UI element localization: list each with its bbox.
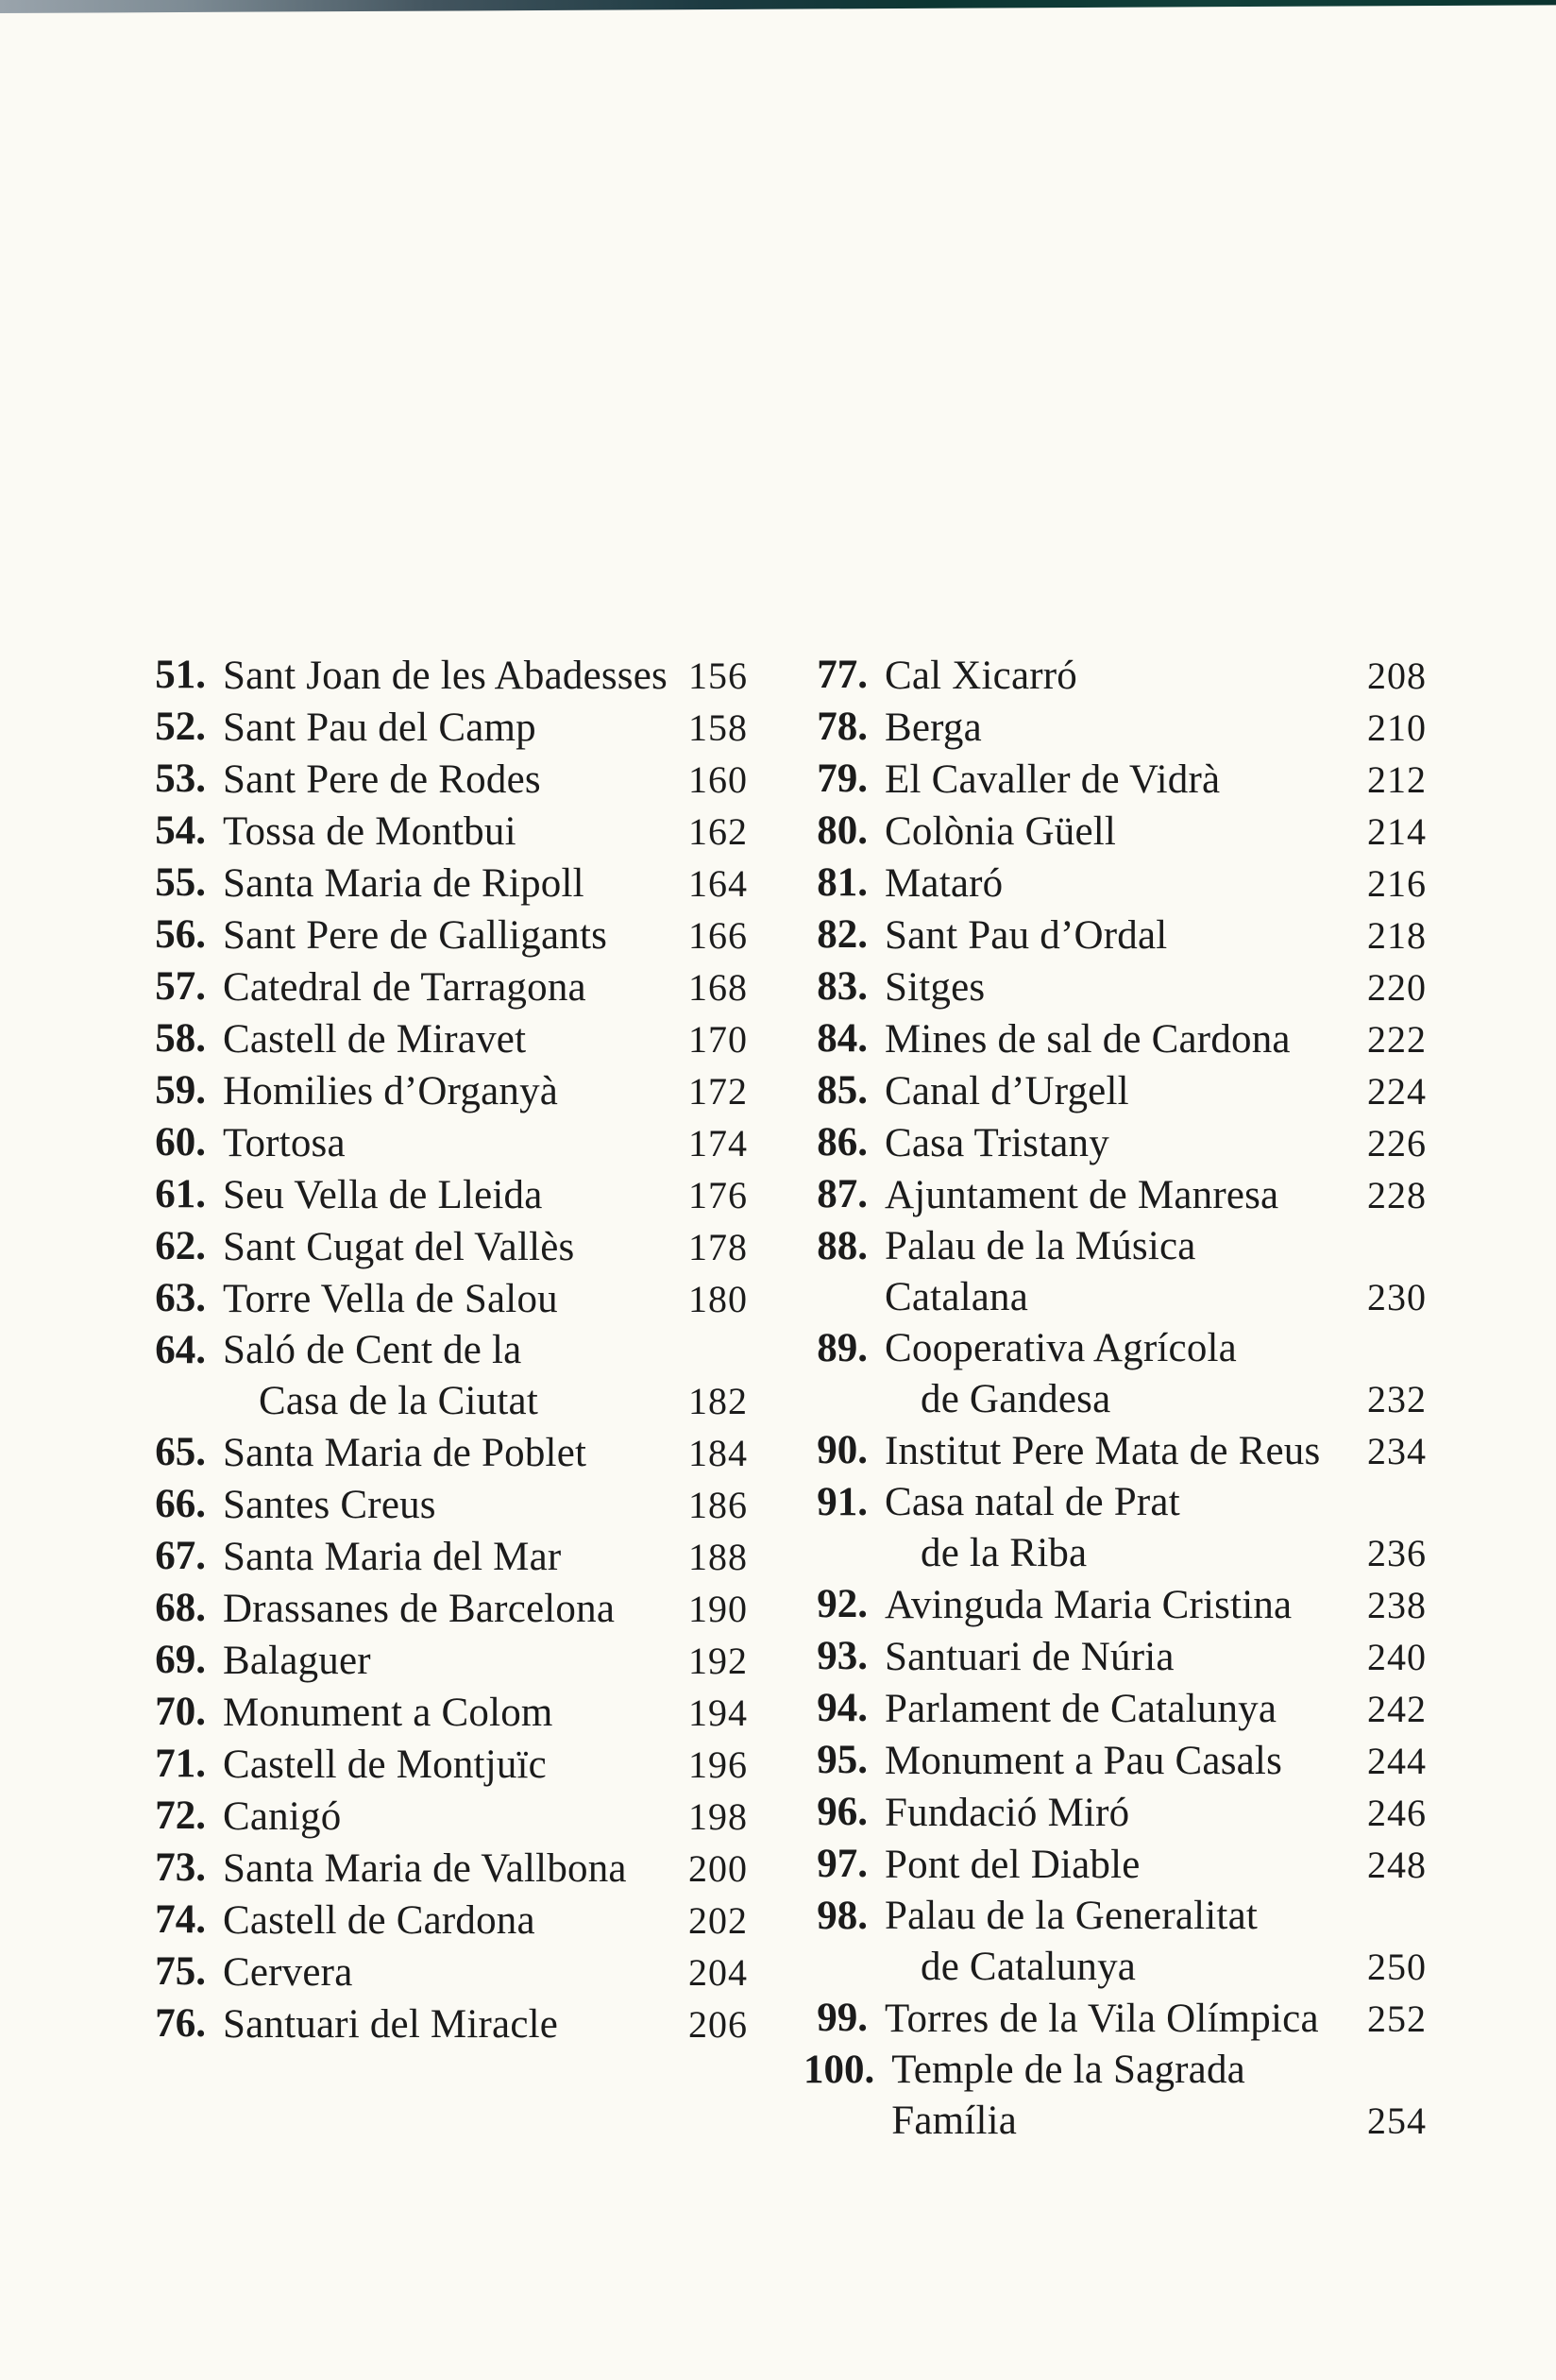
toc-entry [803, 702, 1427, 754]
entry-title-line: Santa Maria de Vallbona [223, 1846, 627, 1891]
entry-title [868, 858, 1347, 910]
entry-page-number: 190 [688, 1588, 748, 1630]
entry-title-line: Berga [885, 706, 982, 750]
entry-title-line: Santa Maria del Mar [223, 1535, 562, 1579]
entry-number: 55. [155, 860, 206, 905]
entry-title [868, 1426, 1347, 1477]
entry-number: 85. [817, 1068, 868, 1113]
entry-page-number: 166 [688, 914, 748, 957]
entry-number: 79. [817, 756, 868, 801]
toc-entry [803, 1839, 1427, 1891]
toc-entry [142, 1843, 748, 1895]
entry-number: 96. [817, 1790, 868, 1834]
entry-title-line: Balaguer [223, 1639, 371, 1683]
toc-entry [142, 650, 748, 702]
entry-title-line: Sant Pau del Camp [223, 706, 536, 750]
entry-number: 63. [155, 1276, 206, 1320]
entry-page-number: 228 [1367, 1174, 1427, 1216]
entry-number: 68. [155, 1586, 206, 1630]
entry-title-line: Castell de Miravet [223, 1017, 527, 1062]
toc-entry [142, 858, 748, 910]
toc-entry [803, 1013, 1427, 1065]
entry-title [868, 1684, 1347, 1735]
entry-title [206, 807, 668, 858]
entry-number: 53. [155, 756, 206, 801]
entry-title-line: Parlament de Catalunya [885, 1687, 1277, 1731]
entry-page-number: 192 [688, 1640, 748, 1682]
entry-number: 51. [155, 653, 206, 697]
toc-entry [803, 1065, 1427, 1117]
entry-number: 58. [155, 1016, 206, 1061]
entry-page-number: 156 [688, 654, 748, 697]
entry-page-number: 248 [1367, 1844, 1427, 1886]
entry-title-line: Cooperativa Agrícola [885, 1326, 1237, 1370]
entry-title [206, 1222, 668, 1273]
entry-number: 83. [817, 964, 868, 1009]
entry-page-number: 208 [1367, 654, 1427, 697]
entry-title-line: Drassanes de Barcelona [223, 1587, 616, 1631]
entry-title-line: Sant Joan de les Abadesses [223, 654, 668, 698]
entry-title [206, 1325, 668, 1427]
entry-page-number: 200 [688, 1847, 748, 1890]
entry-title [868, 1632, 1347, 1683]
entry-title [206, 651, 668, 702]
entry-number: 87. [817, 1172, 868, 1216]
entry-title [874, 2045, 1347, 2147]
entry-page-number: 174 [688, 1122, 748, 1164]
entry-page-number: 224 [1367, 1070, 1427, 1113]
entry-title-line: de la Riba [921, 1531, 1088, 1575]
toc-entry [142, 1739, 748, 1791]
entry-page-number: 164 [688, 862, 748, 905]
toc-entry [142, 961, 748, 1013]
entry-title-line: Castell de Montjuïc [223, 1742, 547, 1787]
entry-title [868, 1014, 1347, 1065]
entry-title-line: Santa Maria de Poblet [223, 1431, 587, 1475]
entry-title [206, 1947, 668, 1998]
toc-entry [142, 754, 748, 806]
entry-title [868, 755, 1347, 806]
entry-title-line: Avinguda Maria Cristina [885, 1583, 1293, 1627]
entry-title-line: Pont del Diable [885, 1843, 1141, 1887]
entry-title [868, 1170, 1347, 1221]
entry-page-number: 172 [688, 1070, 748, 1113]
entry-title [868, 1477, 1347, 1579]
toc-entry [803, 754, 1427, 806]
entry-number: 75. [155, 1949, 206, 1994]
entry-title-line: Santa Maria de Ripoll [223, 861, 584, 906]
entry-page-number: 226 [1367, 1122, 1427, 1164]
entry-number: 74. [155, 1897, 206, 1942]
toc-entry [803, 806, 1427, 858]
toc-entry [803, 1683, 1427, 1735]
entry-page-number: 196 [688, 1743, 748, 1786]
entry-number: 67. [155, 1534, 206, 1578]
toc-entry [142, 1635, 748, 1687]
entry-title-line: de Gandesa [921, 1377, 1111, 1421]
entry-number: 65. [155, 1430, 206, 1474]
scan-top-edge-artifact [0, 0, 1556, 13]
entry-number: 70. [155, 1690, 206, 1734]
entry-page-number: 186 [688, 1484, 748, 1526]
toc-entry [803, 1221, 1427, 1323]
entry-page-number: 230 [1367, 1276, 1427, 1318]
entry-title [206, 1844, 668, 1895]
entry-page-number: 216 [1367, 862, 1427, 905]
entry-title-line: Sant Cugat del Vallès [223, 1225, 575, 1269]
entry-number: 56. [155, 912, 206, 957]
toc-entry [803, 1891, 1427, 1993]
entry-number: 90. [817, 1428, 868, 1472]
entry-number: 60. [155, 1120, 206, 1164]
toc-column-left [142, 650, 748, 2050]
entry-page-number: 176 [688, 1174, 748, 1216]
entry-page-number: 244 [1367, 1740, 1427, 1782]
entry-title [206, 1118, 668, 1169]
entry-title [868, 1118, 1347, 1169]
entry-title [868, 807, 1347, 858]
entry-page-number: 198 [688, 1795, 748, 1838]
toc-entry [803, 1169, 1427, 1221]
entry-page-number: 210 [1367, 706, 1427, 749]
toc-entry [142, 702, 748, 754]
toc-entry [803, 1631, 1427, 1683]
toc-entry [142, 806, 748, 858]
entry-title [868, 1840, 1347, 1891]
entry-number: 71. [155, 1742, 206, 1786]
entry-page-number: 212 [1367, 758, 1427, 801]
entry-number: 76. [155, 2001, 206, 2046]
entry-number: 82. [817, 912, 868, 957]
entry-title-line: Cal Xicarró [885, 654, 1077, 698]
toc-entry [142, 1946, 748, 1998]
toc-entry [142, 910, 748, 961]
entry-page-number: 162 [688, 810, 748, 853]
toc-entry [142, 1687, 748, 1739]
toc-entry [142, 1791, 748, 1843]
entry-number: 97. [817, 1842, 868, 1886]
entry-page-number: 236 [1367, 1532, 1427, 1574]
entry-title-line: Sant Pere de Galligants [223, 913, 608, 958]
entry-title-line: Catedral de Tarragona [223, 965, 586, 1010]
entry-number: 59. [155, 1068, 206, 1113]
entry-title-line: Cervera [223, 1950, 353, 1995]
entry-page-number: 178 [688, 1226, 748, 1268]
entry-title-line: Monument a Pau Casals [885, 1739, 1283, 1783]
toc-entry [803, 910, 1427, 961]
entry-title-line: Tortosa [223, 1121, 346, 1165]
entry-number: 77. [817, 653, 868, 697]
toc-entry [803, 650, 1427, 702]
entry-title-line: Monument a Colom [223, 1691, 553, 1735]
entry-number: 64. [155, 1328, 206, 1372]
entry-page-number: 184 [688, 1432, 748, 1474]
entry-title-line: de Catalunya [921, 1945, 1137, 1989]
entry-page-number: 204 [688, 1951, 748, 1994]
entry-page-number: 160 [688, 758, 748, 801]
toc-entry [803, 858, 1427, 910]
entry-title [868, 1994, 1347, 2045]
entry-title-line: Santuari de Núria [885, 1635, 1175, 1679]
entry-title [206, 1792, 668, 1843]
toc-entry [142, 1583, 748, 1635]
toc-entry [803, 1787, 1427, 1839]
entry-title-line: Sant Pau d’Ordal [885, 913, 1168, 958]
entry-title-line: Seu Vella de Lleida [223, 1173, 543, 1217]
entry-title-line: Palau de la Generalitat [885, 1894, 1259, 1938]
toc-entry [803, 1425, 1427, 1477]
entry-number: 92. [817, 1582, 868, 1626]
entry-page-number: 254 [1367, 2100, 1427, 2142]
entry-title-line: Casa de la Ciutat [259, 1379, 538, 1423]
entry-title-line: Sant Pere de Rodes [223, 757, 541, 802]
entry-number: 78. [817, 705, 868, 749]
entry-title [206, 1014, 668, 1065]
entry-title-line: Colònia Güell [885, 809, 1117, 854]
toc-entry [803, 1477, 1427, 1579]
entry-page-number: 182 [688, 1380, 748, 1422]
entry-page-number: 188 [688, 1536, 748, 1578]
entry-number: 73. [155, 1845, 206, 1890]
toc-entry [803, 1735, 1427, 1787]
entry-page-number: 242 [1367, 1688, 1427, 1730]
toc-entry [142, 1427, 748, 1479]
entry-number: 94. [817, 1686, 868, 1730]
entry-title-line: Ajuntament de Manresa [885, 1173, 1279, 1217]
entry-title [206, 1688, 668, 1739]
entry-title-line: El Cavaller de Vidrà [885, 757, 1221, 802]
entry-title-line: Santuari del Miracle [223, 2002, 559, 2047]
entry-title-line: Santes Creus [223, 1483, 436, 1527]
entry-title [206, 1428, 668, 1479]
entry-title-line: Canal d’Urgell [885, 1069, 1129, 1114]
entry-title [206, 1740, 668, 1791]
entry-number: 89. [817, 1326, 868, 1370]
toc-entry [803, 1579, 1427, 1631]
entry-title-line: Temple de la Sagrada Família [891, 2048, 1245, 2143]
entry-title-line: Palau de la Música Catalana [885, 1224, 1196, 1319]
entry-number: 95. [817, 1738, 868, 1782]
entry-title [868, 703, 1347, 754]
entry-page-number: 220 [1367, 966, 1427, 1009]
entry-title [206, 703, 668, 754]
entry-title [206, 1066, 668, 1117]
entry-page-number: 240 [1367, 1636, 1427, 1678]
toc-entry [142, 1531, 748, 1583]
entry-page-number: 214 [1367, 810, 1427, 853]
entry-title-line: Sitges [885, 965, 986, 1010]
toc-entry [142, 1169, 748, 1221]
entry-title-line: Homilies d’Organyà [223, 1069, 559, 1114]
toc-entry [142, 1221, 748, 1273]
entry-title [206, 1584, 668, 1635]
toc-entry [142, 1325, 748, 1427]
entry-title [206, 1532, 668, 1583]
entry-number: 62. [155, 1224, 206, 1268]
entry-page-number: 246 [1367, 1792, 1427, 1834]
entry-page-number: 250 [1367, 1946, 1427, 1988]
entry-title [868, 1580, 1347, 1631]
entry-title-line: Casa Tristany [885, 1121, 1109, 1165]
entry-title-line: Torres de la Vila Olímpica [885, 1997, 1319, 2041]
entry-page-number: 202 [688, 1899, 748, 1942]
entry-number: 81. [817, 860, 868, 905]
toc-entry [142, 1479, 748, 1531]
entry-number: 66. [155, 1482, 206, 1526]
toc-entry [142, 1065, 748, 1117]
entry-number: 88. [817, 1224, 868, 1268]
entry-title-line: Mines de sal de Cardona [885, 1017, 1291, 1062]
entry-page-number: 170 [688, 1018, 748, 1061]
entry-title [206, 1274, 668, 1325]
entry-title-line: Torre Vella de Salou [223, 1277, 558, 1321]
entry-page-number: 168 [688, 966, 748, 1009]
entry-page-number: 252 [1367, 1998, 1427, 2040]
toc-entry [142, 1273, 748, 1325]
entry-title [868, 910, 1347, 961]
toc-column-right [803, 650, 1427, 2147]
entry-title-line: Tossa de Montbui [223, 809, 516, 854]
entry-page-number: 222 [1367, 1018, 1427, 1061]
entry-number: 57. [155, 964, 206, 1009]
entry-title-line: Casa natal de Prat [885, 1480, 1180, 1524]
entry-number: 69. [155, 1638, 206, 1682]
entry-number: 91. [817, 1480, 868, 1524]
toc-entry [803, 1117, 1427, 1169]
entry-title-line: Mataró [885, 861, 1004, 906]
entry-title-line: Castell de Cardona [223, 1898, 535, 1943]
entry-page-number: 218 [1367, 914, 1427, 957]
entry-title [206, 1999, 668, 2050]
entry-title [868, 962, 1347, 1013]
toc-entry [803, 961, 1427, 1013]
entry-title [206, 1480, 668, 1531]
entry-number: 99. [817, 1996, 868, 2040]
entry-page-number: 206 [688, 2003, 748, 2046]
entry-title-line: Canigó [223, 1794, 342, 1839]
toc-entry [142, 1117, 748, 1169]
toc-entry [142, 1895, 748, 1946]
entry-number: 54. [155, 808, 206, 853]
entry-title [868, 1066, 1347, 1117]
entry-title [868, 1221, 1347, 1323]
entry-page-number: 194 [688, 1692, 748, 1734]
entry-title [206, 858, 668, 910]
entry-number: 100. [803, 2048, 875, 2092]
entry-number: 61. [155, 1172, 206, 1216]
entry-title [868, 1736, 1347, 1787]
entry-title-line: Saló de Cent de la [223, 1328, 522, 1372]
entry-page-number: 232 [1367, 1378, 1427, 1420]
entry-title-line: Fundació Miró [885, 1791, 1130, 1835]
entry-page-number: 158 [688, 706, 748, 749]
entry-number: 86. [817, 1120, 868, 1164]
entry-title-line: Institut Pere Mata de Reus [885, 1429, 1321, 1473]
toc-entry [803, 1993, 1427, 2045]
entry-number: 93. [817, 1634, 868, 1678]
entry-title [868, 1891, 1347, 1993]
entry-page-number: 180 [688, 1278, 748, 1320]
entry-title [206, 1170, 668, 1221]
entry-title [206, 755, 668, 806]
toc-entry [803, 2045, 1427, 2147]
entry-title [868, 651, 1347, 702]
entry-number: 72. [155, 1794, 206, 1838]
entry-page-number: 234 [1367, 1430, 1427, 1472]
entry-page-number: 238 [1367, 1584, 1427, 1626]
entry-title [206, 910, 668, 961]
toc-entry [142, 1013, 748, 1065]
entry-number: 80. [817, 808, 868, 853]
entry-number: 98. [817, 1894, 868, 1938]
toc-entry [142, 1998, 748, 2050]
entry-number: 84. [817, 1016, 868, 1061]
entry-title [868, 1323, 1347, 1425]
entry-title [206, 962, 668, 1013]
entry-number: 52. [155, 705, 206, 749]
entry-title [206, 1896, 668, 1946]
entry-title [206, 1636, 668, 1687]
entry-title [868, 1788, 1347, 1839]
toc-entry [803, 1323, 1427, 1425]
